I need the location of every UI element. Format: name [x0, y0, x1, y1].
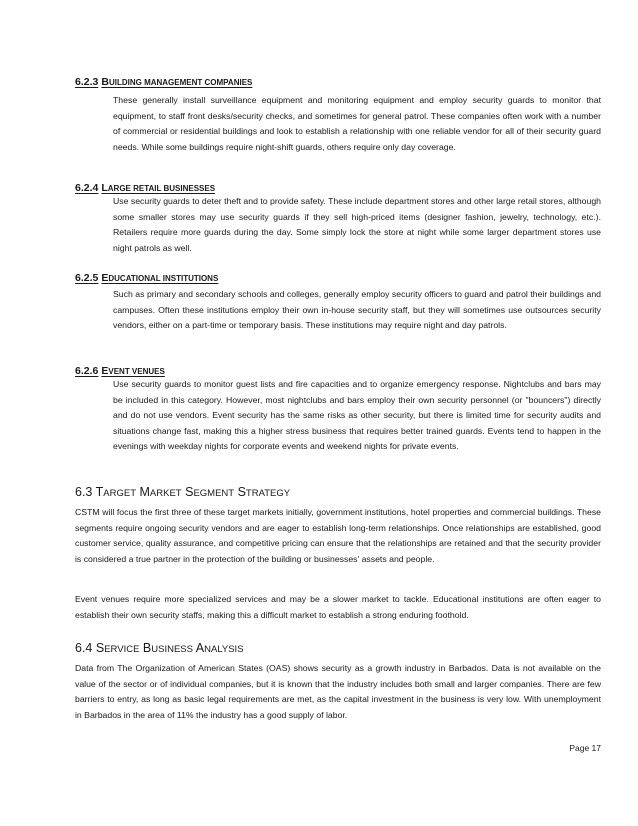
heading-number: 6.2.6	[75, 365, 99, 377]
heading-number: 6.4	[75, 641, 93, 655]
heading-number: 6.2.5	[75, 272, 99, 284]
paragraph-6-3-2: Event venues require more specialized services and may be a slower market to tackle. Educational institutions are often eager to establish their own security staffs, making this a difficult market to establish a strong enduring foothold.	[75, 594, 601, 620]
paragraph-6-2-3: These generally install surveillance equipment and monitoring equipment and employ security guards to monitor that equipment, to staff front desks/security checks, and sometimes for general patrol. These companies often work with a number of commercial or residential buildings and look to establish a relationship with one reliable vendor for all of their security guard needs. While some buildings require night-shift guards, others require only day coverage.	[113, 95, 601, 152]
heading-number: 6.2.3	[75, 76, 99, 88]
paragraph-6-2-4: Use security guards to deter theft and to provide safety. These include department stores and other large retail stores, although some smaller stores may use security guards if they sell high-priced items (designer fashion, jewelry, technology, etc.). Retailers require more guards during the day. Some simply lock the store at night while some larger department stores use night patrols as well.	[113, 196, 601, 253]
heading-6-3: 6.3 TARGET MARKET SEGMENT STRATEGY	[75, 485, 291, 499]
heading-number: 6.3	[75, 485, 93, 499]
paragraph-6-2-5: Such as primary and secondary schools and colleges, generally employ security officers to guard and patrol their buildings and campuses. Often these institutions employ their own in-house security staff, but they will sometimes use outsources security vendors, either on a part-time or temporary basis. These institutions may require night and day patrols.	[113, 289, 601, 331]
heading-6-2-5: 6.2.5 EDUCATIONAL INSTITUTIONS	[75, 272, 219, 284]
heading-number: 6.2.4	[75, 182, 99, 194]
paragraph-6-2-6: Use security guards to monitor guest lists and fire capacities and to organize emergency response. Nightclubs and bars may be included in this category. However, most nightclubs and bars employ their own security personnel (or "bouncers") directly and do not use vendors. Event security has the same risks as other security, but there is limited time for security audits and situations change fast, making this a higher stress business that requires better trained guards. Events tend to happen in the evenings with weekday nights for corporate events and weekend nights for private events.	[113, 379, 601, 452]
heading-6-2-3: 6.2.3 BUILDING MANAGEMENT COMPANIES	[75, 76, 253, 88]
heading-6-2-6: 6.2.6 EVENT VENUES	[75, 365, 165, 377]
heading-6-4: 6.4 SERVICE BUSINESS ANALYSIS	[75, 641, 244, 655]
heading-6-2-4: 6.2.4 LARGE RETAIL BUSINESSES	[75, 182, 216, 194]
paragraph-6-4-1: Data from The Organization of American States (OAS) shows security as a growth industry in Barbados. Data is not available on the value of the sector or of individual companies, but it is known that the industry includes both small and larger companies. There are few barriers to entry, as long as basic legal requirements are met, as the capital investment in the business is very low. With unemployment in Barbados in the area of 11% the industry has a good supply of labor.	[75, 663, 601, 720]
paragraph-6-3-1: CSTM will focus the first three of these target markets initially, government institutions, hotel properties and commercial buildings. These segments require ongoing security vendors and are eager to establish long-term relationships. Once relationships are established, good customer service, quality assurance, and competitive pricing can ensure that the relationships are retained and that the security provider is considered a true partner in the protection of the building or businesses' assets and people.	[75, 507, 601, 564]
page-number: Page 17	[569, 743, 601, 753]
